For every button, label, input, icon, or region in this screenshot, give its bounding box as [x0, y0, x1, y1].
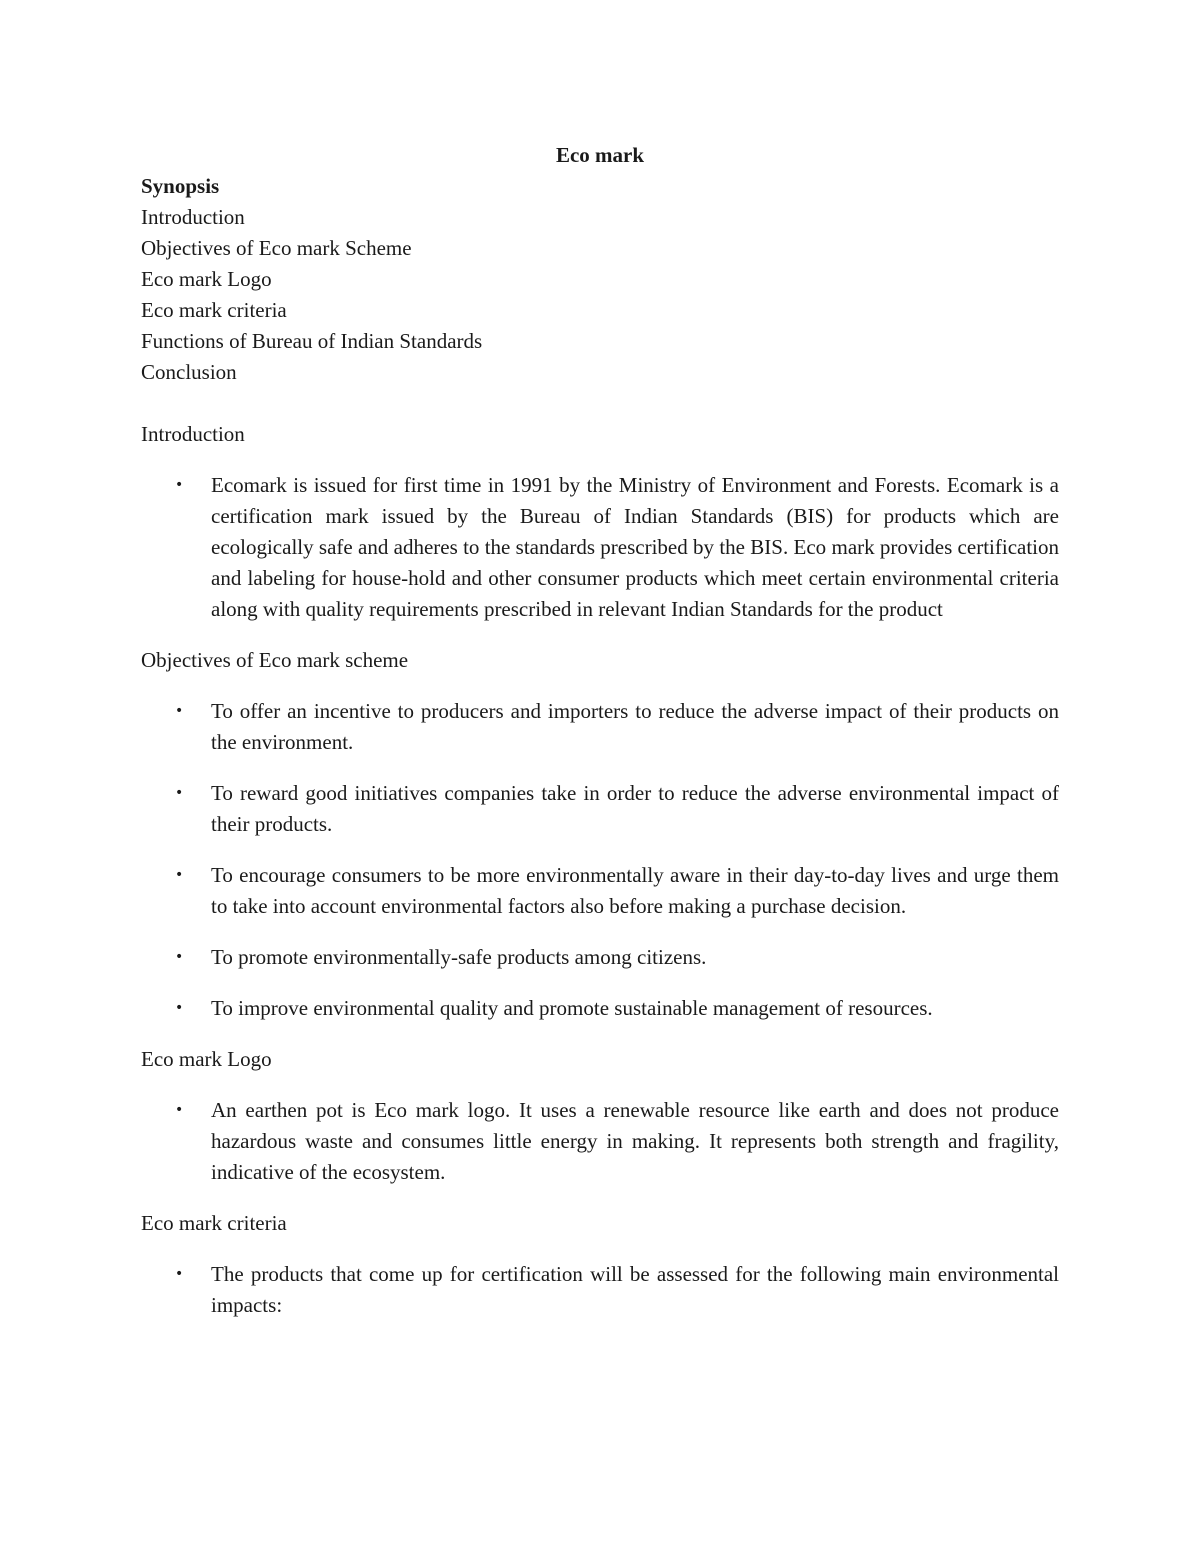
list-item — [141, 993, 1059, 1024]
bullet-icon: • — [175, 1266, 184, 1282]
list-item-text: The products that come up for certification will be assessed for the following main environmental impacts: — [211, 1262, 1059, 1317]
synopsis-item: Objectives of Eco mark Scheme — [141, 236, 412, 260]
bullet-icon: • — [175, 949, 184, 965]
list-item — [141, 860, 1059, 922]
bullet-icon: • — [175, 785, 184, 801]
list-item — [141, 778, 1059, 840]
list-item — [141, 942, 1059, 973]
list-item-text: To improve environmental quality and promote sustainable management of resources. — [211, 996, 933, 1020]
bullet-icon: • — [175, 1000, 184, 1016]
list-item — [141, 1095, 1059, 1188]
synopsis-item: Eco mark criteria — [141, 298, 287, 322]
list-item-text: To offer an incentive to producers and importers to reduce the adverse impact of their products on the environment. — [211, 699, 1059, 754]
list-item-text: To promote environmentally-safe products among citizens. — [211, 945, 707, 969]
synopsis-item: Conclusion — [141, 360, 237, 384]
list-item — [141, 1259, 1059, 1321]
bullet-icon: • — [175, 703, 184, 719]
introduction-heading: Introduction — [141, 422, 245, 446]
bullet-icon: • — [175, 1102, 184, 1118]
synopsis-list — [141, 202, 1059, 388]
logo-heading: Eco mark Logo — [141, 1047, 272, 1071]
synopsis-item: Eco mark Logo — [141, 267, 272, 291]
list-item — [141, 696, 1059, 758]
list-item-text: An earthen pot is Eco mark logo. It uses a renewable resource like earth and does not produce hazardous waste and consumes little energy in making. It represents both strength and fragility, indicative of the ecosystem. — [211, 1098, 1059, 1184]
bullet-icon: • — [175, 477, 184, 493]
bullet-icon: • — [175, 867, 184, 883]
criteria-list — [141, 1259, 1059, 1321]
synopsis-item: Introduction — [141, 205, 245, 229]
list-item — [141, 470, 1059, 625]
synopsis-heading: Synopsis — [141, 174, 220, 198]
document-title: Eco mark — [555, 143, 645, 167]
synopsis-item: Functions of Bureau of Indian Standards — [141, 329, 483, 353]
objectives-heading: Objectives of Eco mark scheme — [141, 648, 409, 672]
spacer — [141, 388, 1059, 419]
list-item-text: To reward good initiatives companies take in order to reduce the adverse environmental impact of their products. — [211, 781, 1059, 836]
list-item-text: Ecomark is issued for first time in 1991 by the Ministry of Environment and Forests. Ecomark is a certification mark issued by the Bureau of Indian Standards (BIS) for products which are ecologically safe and adheres to the standards prescribed by the BIS. Eco mark provides certification and labeling for house-hold and other consumer products which meet certain environmental criteria along with quality requirements prescribed in relevant Indian Standards for the product — [211, 473, 1059, 621]
criteria-heading: Eco mark criteria — [141, 1211, 287, 1235]
logo-list — [141, 1095, 1059, 1188]
list-item-text: To encourage consumers to be more environmentally aware in their day-to-day lives and urge them to take into account environmental factors also before making a purchase decision. — [211, 863, 1059, 918]
introduction-list — [141, 470, 1059, 625]
document-body — [141, 140, 1059, 1341]
objectives-list — [141, 696, 1059, 1024]
